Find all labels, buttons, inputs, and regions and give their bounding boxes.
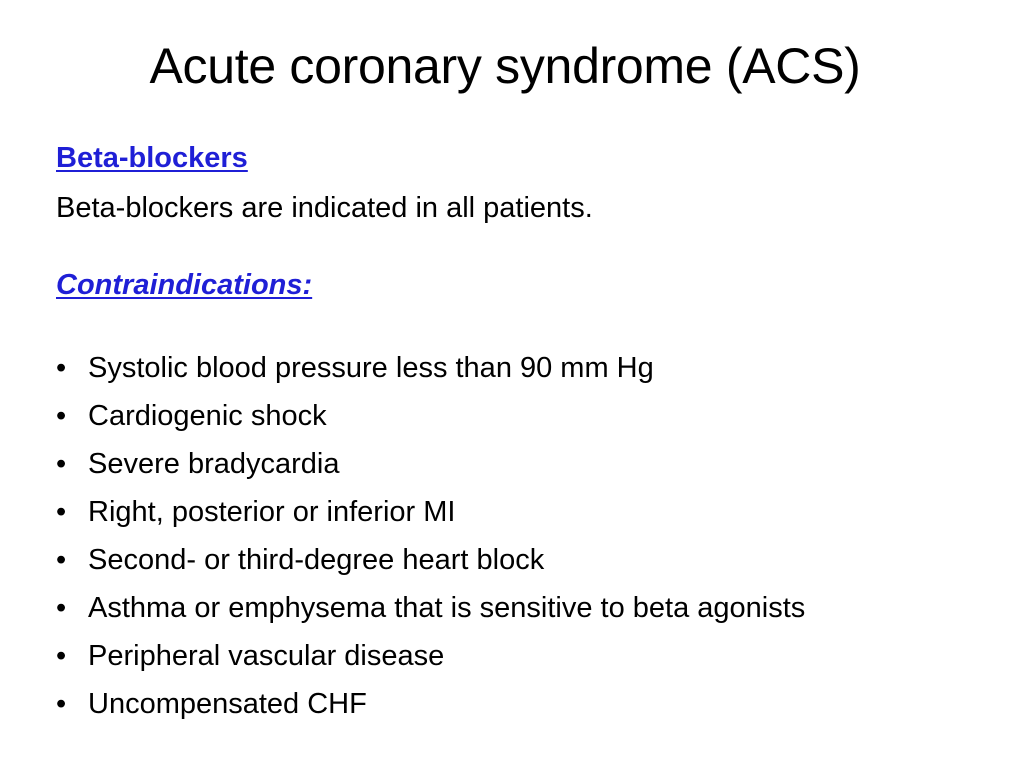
bullet-icon: • — [56, 592, 67, 624]
contraindications-list — [56, 344, 805, 728]
list-item-text: Peripheral vascular disease — [88, 640, 445, 672]
bullet-icon: • — [56, 352, 67, 384]
bullet-icon: • — [56, 544, 67, 576]
intro-text: Beta-blockers are indicated in all patients. — [56, 192, 593, 224]
list-item-text: Cardiogenic shock — [88, 400, 327, 432]
list-item-text: Second- or third-degree heart block — [88, 544, 545, 576]
slide-title: Acute coronary syndrome (ACS) — [149, 38, 861, 94]
list-item — [56, 344, 805, 392]
list-item-text: Severe bradycardia — [88, 448, 340, 480]
list-item — [56, 536, 805, 584]
list-item — [56, 680, 805, 728]
list-item-text: Asthma or emphysema that is sensitive to beta agonists — [88, 592, 806, 624]
list-item — [56, 392, 805, 440]
list-item-text: Systolic blood pressure less than 90 mm Hg — [88, 352, 654, 384]
contraindications-heading: Contraindications: — [56, 269, 313, 301]
list-item-text: Uncompensated CHF — [88, 688, 367, 720]
beta-blockers-link[interactable]: Beta-blockers — [56, 142, 248, 174]
list-item — [56, 584, 805, 632]
bullet-icon: • — [56, 688, 67, 720]
list-item — [56, 488, 805, 536]
bullet-icon: • — [56, 496, 67, 528]
bullet-icon: • — [56, 448, 67, 480]
bullet-icon: • — [56, 640, 67, 672]
list-item — [56, 632, 805, 680]
list-item — [56, 440, 805, 488]
bullet-icon: • — [56, 400, 67, 432]
list-item-text: Right, posterior or inferior MI — [88, 496, 456, 528]
